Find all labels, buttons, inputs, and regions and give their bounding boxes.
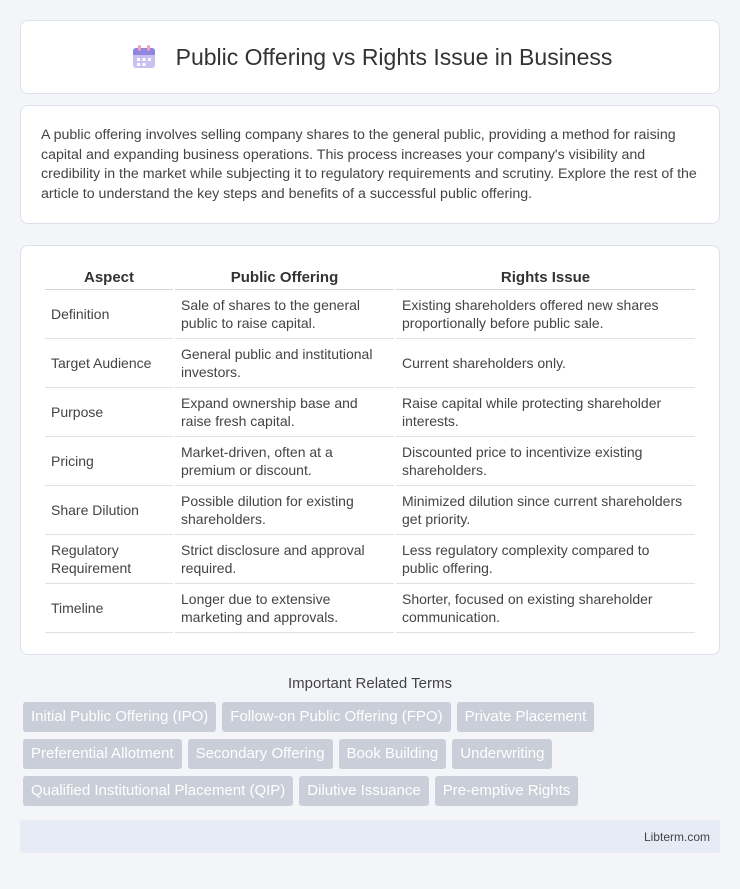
table-header-row	[45, 268, 695, 290]
public-offering-cell: General public and institutional investors.	[175, 339, 394, 388]
table-row	[45, 388, 695, 437]
table-row	[45, 339, 695, 388]
term-tag[interactable]: Book Building	[339, 739, 447, 769]
column-header-rights-issue: Rights Issue	[396, 268, 695, 290]
footer	[20, 820, 720, 853]
table-row	[45, 437, 695, 486]
public-offering-cell: Possible dilution for existing shareholders.	[175, 486, 394, 535]
term-tag[interactable]: Pre-emptive Rights	[435, 776, 579, 806]
related-terms-list	[23, 702, 720, 806]
table-row	[45, 535, 695, 584]
aspect-cell: Definition	[45, 290, 173, 339]
intro-card	[20, 105, 720, 224]
aspect-cell: Pricing	[45, 437, 173, 486]
aspect-cell: Timeline	[45, 584, 173, 633]
related-terms-title: Important Related Terms	[288, 675, 452, 692]
term-tag[interactable]: Secondary Offering	[188, 739, 333, 769]
header-card	[20, 20, 720, 94]
term-tag[interactable]: Private Placement	[457, 702, 595, 732]
table-row	[45, 290, 695, 339]
rights-issue-cell: Existing shareholders offered new shares proportionally before public sale.	[396, 290, 695, 339]
aspect-cell: Regulatory Requirement	[45, 535, 173, 584]
aspect-cell: Purpose	[45, 388, 173, 437]
table-row	[45, 584, 695, 633]
term-tag[interactable]: Dilutive Issuance	[299, 776, 428, 806]
rights-issue-cell: Raise capital while protecting shareholder interests.	[396, 388, 695, 437]
aspect-cell: Target Audience	[45, 339, 173, 388]
calendar-icon	[128, 41, 160, 73]
term-tag[interactable]: Preferential Allotment	[23, 739, 182, 769]
rights-issue-cell: Shorter, focused on existing shareholder communication.	[396, 584, 695, 633]
rights-issue-cell: Current shareholders only.	[396, 339, 695, 388]
rights-issue-cell: Minimized dilution since current shareholders get priority.	[396, 486, 695, 535]
column-header-aspect: Aspect	[45, 268, 173, 290]
rights-issue-cell: Discounted price to incentivize existing shareholders.	[396, 437, 695, 486]
term-tag[interactable]: Initial Public Offering (IPO)	[23, 702, 216, 732]
column-header-public-offering: Public Offering	[175, 268, 394, 290]
footer-site-link[interactable]: Libterm.com	[643, 829, 710, 844]
aspect-cell: Share Dilution	[45, 486, 173, 535]
public-offering-cell: Expand ownership base and raise fresh capital.	[175, 388, 394, 437]
page-title: Public Offering vs Rights Issue in Business	[175, 43, 613, 70]
term-tag[interactable]: Underwriting	[452, 739, 552, 769]
public-offering-cell: Strict disclosure and approval required.	[175, 535, 394, 584]
public-offering-cell: Longer due to extensive marketing and approvals.	[175, 584, 394, 633]
term-tag[interactable]: Follow-on Public Offering (FPO)	[222, 702, 450, 732]
comparison-table-card	[20, 245, 720, 655]
public-offering-cell: Sale of shares to the general public to raise capital.	[175, 290, 394, 339]
term-tag[interactable]: Qualified Institutional Placement (QIP)	[23, 776, 293, 806]
intro-paragraph: A public offering involves selling company shares to the general public, providing a method for raising capital and expanding business operations. This process increases your company's visibility and credibility in the market while subjecting it to regulatory requirements and scrutiny. Explore the rest of the article to understand the key steps and benefits of a successful public offering.	[41, 127, 697, 202]
rights-issue-cell: Less regulatory complexity compared to public offering.	[396, 535, 695, 584]
comparison-table	[43, 268, 697, 633]
public-offering-cell: Market-driven, often at a premium or discount.	[175, 437, 394, 486]
table-row	[45, 486, 695, 535]
